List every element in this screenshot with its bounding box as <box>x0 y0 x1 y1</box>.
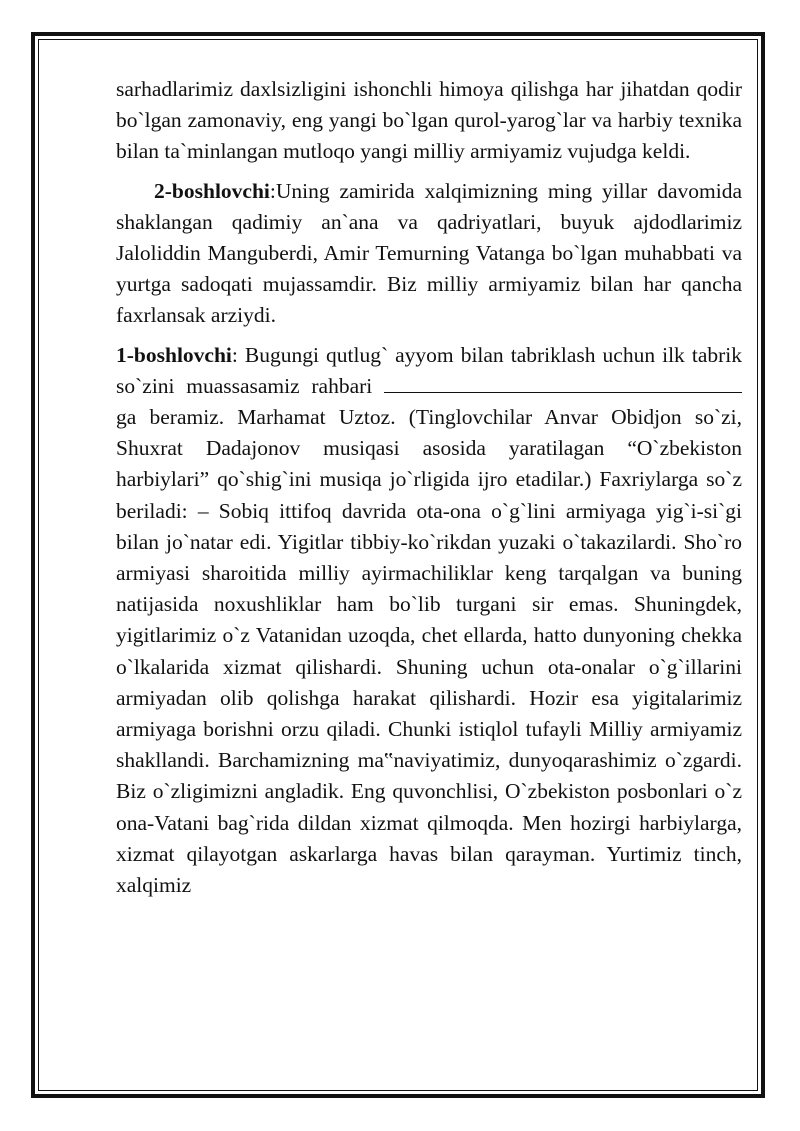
document-body <box>116 74 742 901</box>
paragraph-1-text: sarhadlarimiz daxlsizligini ishonchli himoya qilishga har jihatdan qodir bo`lgan zamonaviy, eng yangi bo`lgan qurol-yarog`lar va harbiy texnika bilan ta`minlangan mutloqo yangi milliy armiyamiz vujudga keldi. <box>116 77 742 164</box>
speaker-label-2: 2-boshlovchi <box>154 178 270 203</box>
paragraph-2-text: :Uning zamirida xalqimizning ming yillar davomida shaklangan qadimiy an`ana va qadriyatlari, buyuk ajdodlarimiz Jaloliddin Manguberdi, Amir Temurning Vatanga bo`lgan muhabbati va yurtga sadoqati mujassamdir. Biz milliy armiyamiz bilan har qancha faxrlansak arziydi. <box>116 178 742 328</box>
paragraph-3 <box>116 340 742 902</box>
paragraph-3-text-b: ga beramiz. Marhamat Uztoz. (Tinglovchilar Anvar Obidjon so`zi, Shuxrat Dadajonov musiqasi asosida yaratilagan “O`zbekiston harbiylari” qo`shig`ini musiqa jo`rligida ijro etadilar.) Faxriylarga so`z beriladi: – Sobiq ittifoq davrida ota-ona o`g`lini armiyaga yig`i-si`gi bilan jo`natar edi. Yigitlar tibbiy-ko`rikdan yuzaki o`takazilardi. Sho`ro armiyasi sharoitida milliy ayirmachiliklar keng tarqalgan va buning natijasida noxushliklar ham bo`lib turgani sir emas. Shuningdek, yigitlarimiz o`z Vatanidan uzoqda, chet ellarda, hatto dunyoning chekka o`lkalarida xizmat qilishardi. Shuning uchun ota-onalar o`g`illarini armiyadan olib qolishga harakat qilishardi. Hozir esa yigitalarimiz armiyaga borishni orzu qiladi. Chunki istiqlol tufayli Milliy armiyamiz shakllandi. Barchamizning ma‟naviyatimiz, dunyoqarashimiz o`zgardi. Biz o`zligimizni angladik. Eng quvonchlisi, O`zbekiston posbonlari o`z ona-Vatani bag`rida dildan xizmat qilmoqda. Men hozirgi harbiylarga, xizmat qilayotgan askarlarga havas bilan qarayman. Yurtimiz tinch, xalqimiz <box>116 405 742 898</box>
paragraph-2 <box>116 176 742 332</box>
name-blank-line <box>384 372 742 393</box>
speaker-label-1: 1-boshlovchi <box>116 342 232 367</box>
paragraph-1 <box>116 74 742 168</box>
paragraph-3-text-a: : Bugungi qutlug` ayyom bilan tabriklash uchun ilk tabrik so`zini muassasamiz rahbari <box>116 342 742 398</box>
